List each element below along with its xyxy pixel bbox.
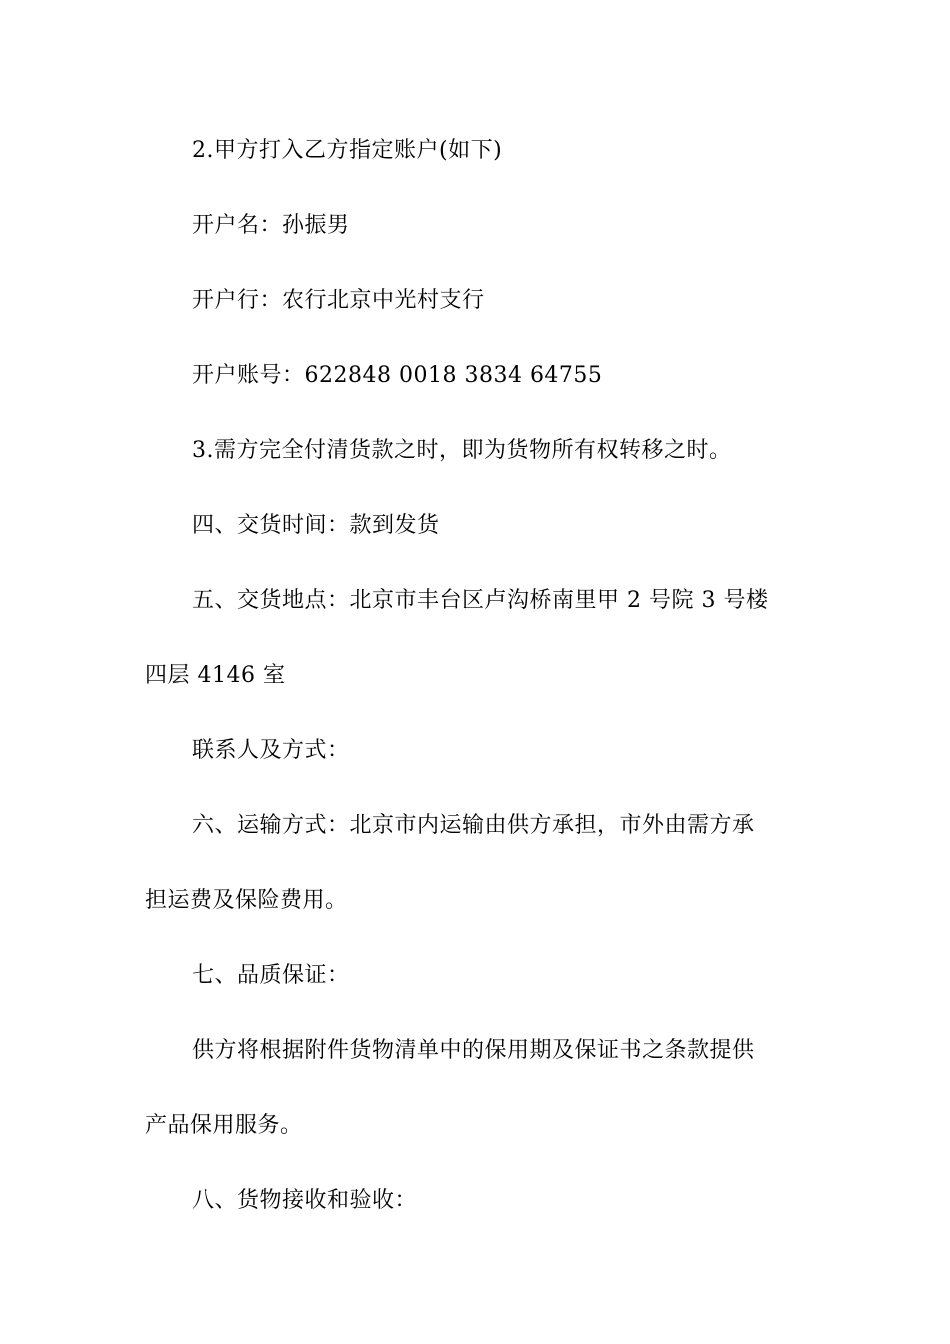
- paragraph-account-name: 开户名：孙振男: [192, 213, 350, 238]
- paragraph-account-number: 开户账号：622848 0018 3834 64755: [192, 363, 603, 388]
- paragraph-contact: 联系人及方式：: [192, 738, 350, 763]
- section-quality-guarantee: 七、品质保证：: [192, 963, 350, 988]
- paragraph-bank: 开户行：农行北京中光村支行: [192, 288, 485, 313]
- section-delivery-time: 四、交货时间：款到发货: [192, 513, 440, 538]
- section-acceptance: 八、货物接收和验收：: [192, 1188, 418, 1213]
- paragraph-ownership-transfer: 3.需方完全付清货款之时，即为货物所有权转移之时。: [192, 438, 732, 463]
- paragraph-warranty: 供方将根据附件货物清单中的保用期及保证书之条款提供: [192, 1038, 755, 1063]
- section-delivery-place: 五、交货地点：北京市丰台区卢沟桥南里甲 2 号院 3 号楼: [192, 588, 769, 613]
- paragraph-payment-account: 2.甲方打入乙方指定账户(如下): [192, 138, 503, 163]
- paragraph-warranty-cont: 产品保用服务。: [145, 1113, 303, 1138]
- section-transport: 六、运输方式：北京市内运输由供方承担，市外由需方承: [192, 813, 755, 838]
- section-delivery-place-cont: 四层 4146 室: [145, 663, 286, 688]
- section-transport-cont: 担运费及保险费用。: [145, 888, 348, 913]
